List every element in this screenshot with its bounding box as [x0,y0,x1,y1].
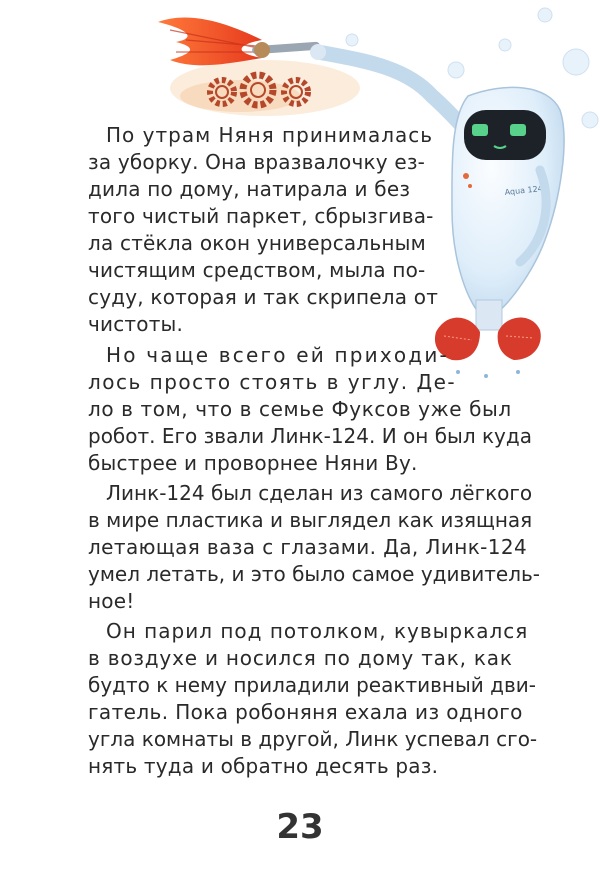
text-line: умел летать, и это было самое удивитель- [88,562,541,586]
text-line: По утрам Няня принималась [106,123,434,147]
text-line: Линк-124 был сделан из самого лёгкого [106,481,533,505]
robot-badge: Aqua 124 [504,184,544,197]
feather-duster-icon [158,17,320,65]
text-line: лось просто стоять в углу. Де- [88,370,457,394]
text-line: чистоты. [88,312,184,336]
text-line: робот. Его звали Линк-124. И он был куда [88,424,532,448]
text-line: быстрее и проворнее Няни Ву. [88,451,418,475]
robot-link-124 [435,87,564,378]
text-line: летающая ваза с глазами. Да, Линк-124 [88,535,528,559]
text-line: нять туда и обратно десять раз. [88,754,439,778]
text-line: Он парил под потолком, кувыркался [106,619,529,643]
text-line: за уборку. Она вразвалочку ез- [88,150,426,174]
text-line: Но чаще всего ей приходи- [106,343,449,367]
text-line: в мире пластика и выглядел как изящная [88,508,533,532]
text-line: будто к нему приладили реактивный дви- [88,673,536,697]
text-line: ное! [88,589,135,613]
text-line: гатель. Пока робоняня ехала из одного [88,700,523,724]
text-line: чистящим средством, мыла по- [88,258,426,282]
text-line: угла комнаты в другой, Линк успевал сго- [88,727,538,751]
text-line: в воздухе и носился по дому так, как [88,646,513,670]
text-line: того чистый паркет, сбрызгива- [88,204,434,228]
text-line: дила по дому, натирала и без [88,177,411,201]
text-line: ла стёкла окон универсальным [88,231,426,255]
text-line: суду, которая и так скрипела от [88,285,439,309]
page-number: 23 [276,807,324,847]
text-line: ло в том, что в семье Фуксов уже был [88,397,512,421]
